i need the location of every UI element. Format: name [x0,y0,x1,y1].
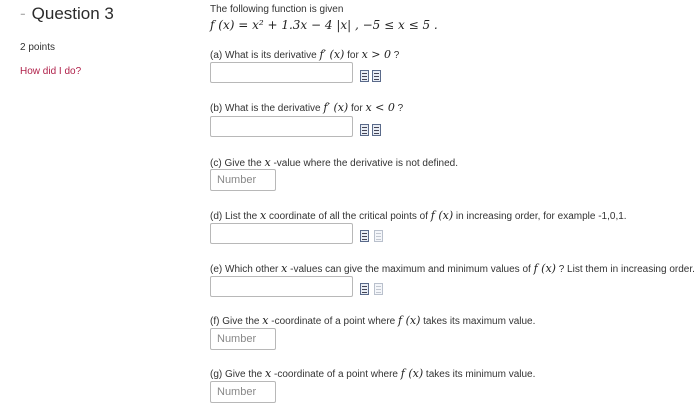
how-did-i-do-link[interactable]: How did I do? [20,66,82,77]
intro-text: The following function is given [210,4,344,15]
part-f-number-input[interactable] [210,328,276,350]
part-b-prompt: (b) What is the derivative f′ (x) for x < 0 ? [210,101,404,114]
part-e-answer-input[interactable] [210,276,353,297]
part-d-prompt: (d) List the x coordinate of all the critical points of f (x) in increasing order, for example -1,0,1. [210,209,627,222]
part-b-answer-input[interactable] [210,116,353,137]
equation-editor-icon[interactable] [360,230,369,242]
equation-editor-icon[interactable] [360,283,369,295]
part-g-number-input[interactable] [210,381,276,403]
part-a-answer-input[interactable] [210,62,353,83]
preview-icon[interactable] [372,124,381,136]
preview-icon[interactable] [372,70,381,82]
part-a-prompt: (a) What is its derivative f′ (x) for x > 0 ? [210,48,400,61]
part-f-prompt: (f) Give the x -coordinate of a point where f (x) takes its maximum value. [210,314,536,327]
collapse-dash[interactable]: - [20,4,26,23]
function-formula: f (x) = x² + 1.3x − 4 |x| , −5 ≤ x ≤ 5 . [210,18,438,32]
part-g-prompt: (g) Give the x -coordinate of a point where f (x) takes its minimum value. [210,367,536,380]
points-label: 2 points [20,42,56,53]
equation-editor-icon[interactable] [360,70,369,82]
part-c-number-input[interactable] [210,169,276,191]
preview-icon[interactable] [374,230,383,242]
equation-editor-icon[interactable] [360,124,369,136]
part-d-answer-input[interactable] [210,223,353,244]
part-c-prompt: (c) Give the x -value where the derivative is not defined. [210,156,459,169]
part-e-prompt: (e) Which other x -values can give the maximum and minimum values of f (x) ? List them in increasing order. [210,262,695,275]
preview-icon[interactable] [374,283,383,295]
question-title: - Question 3 [20,4,114,23]
